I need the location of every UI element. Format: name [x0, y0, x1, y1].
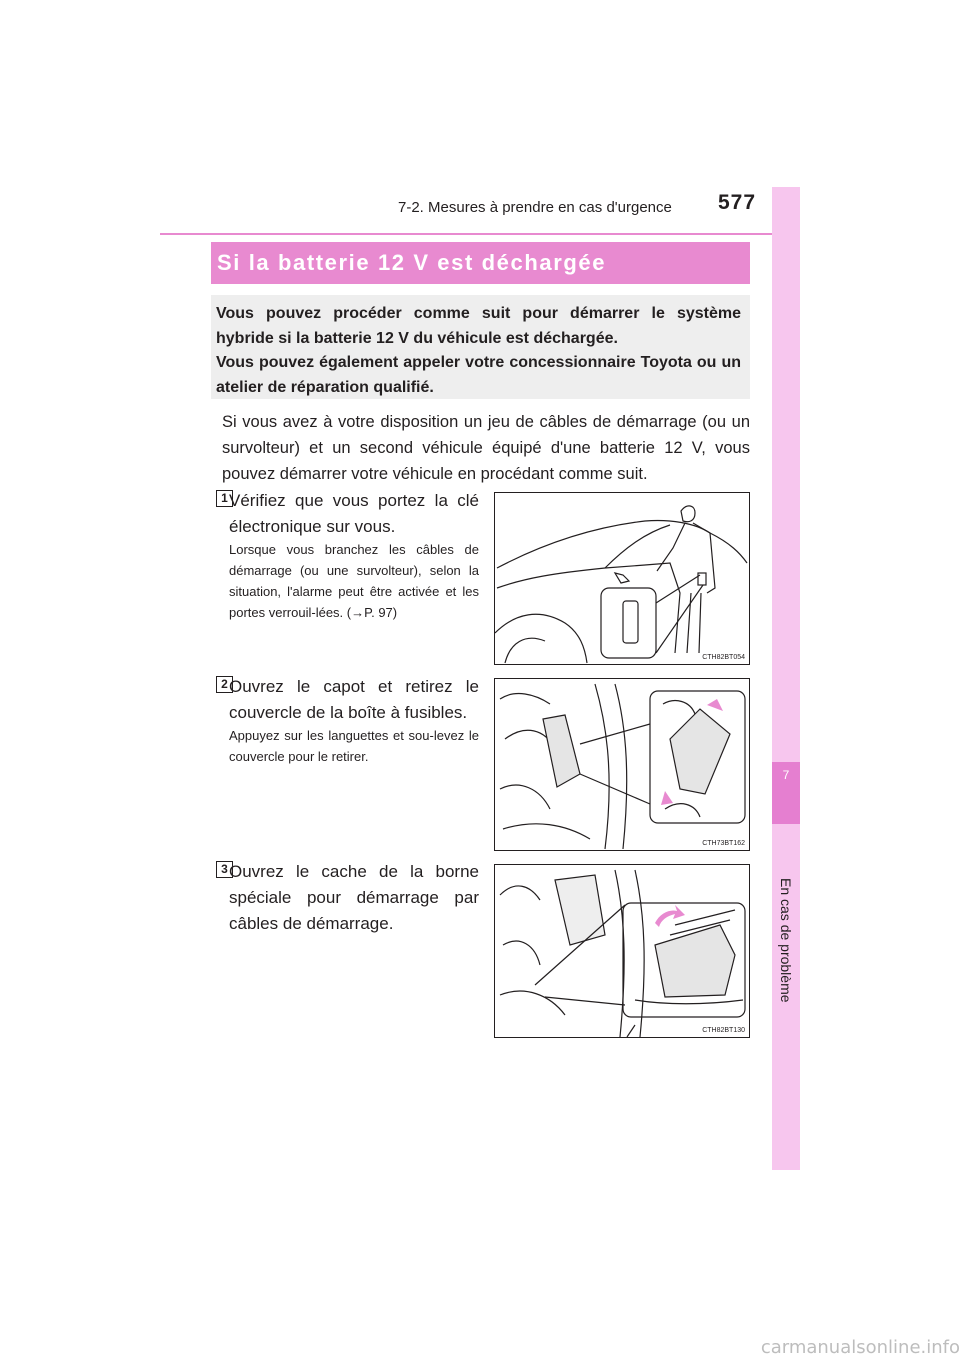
step-number-badge: 3	[216, 861, 233, 878]
figure-electronic-key	[494, 492, 750, 665]
chapter-number-tab	[772, 762, 800, 824]
section-title: Si la batterie 12 V est déchargée	[211, 242, 750, 284]
watermark	[0, 1337, 960, 1358]
intro-box	[211, 295, 750, 399]
page-number: 577	[718, 191, 757, 214]
step-note: Lorsque vous branchez les câbles de démarrage (ou une survolteur), selon la situation, l'alarme peut être activée et les portes verrouil-lées. (→P. 97)	[229, 542, 479, 620]
figure-code: CTH82BT054	[702, 654, 745, 661]
chapter-number: 7	[782, 768, 790, 782]
section-reference: 7-2. Mesures à prendre en cas d'urgence	[398, 199, 672, 216]
step-title: Ouvrez le capot et retirez le couvercle de la boîte à fusibles.	[229, 677, 479, 722]
intro-paragraph: Vous pouvez procéder comme suit pour démarrer le système hybride si la batterie 12 V du véhicule est déchargée.	[216, 305, 741, 347]
car-door-key-illustration	[495, 493, 749, 664]
step-number-badge: 2	[216, 676, 233, 693]
figure-jump-terminal	[494, 864, 750, 1038]
step-title: Vérifiez que vous portez la clé électronique sur vous.	[229, 491, 479, 536]
body-paragraph: Si vous avez à votre disposition un jeu de câbles de démarrage (ou un survolteur) et un second véhicule équipé d'une batterie 12 V, vous pouvez démarrer votre véhicule en procédant comme suit.	[222, 413, 750, 483]
chapter-label: En cas de problème	[778, 877, 794, 1003]
step-note: Appuyez sur les languettes et sou-levez le couvercle pour le retirer.	[229, 728, 479, 764]
watermark-text: carmanualsonline.info	[760, 1337, 960, 1358]
step-number-badge: 1	[216, 490, 233, 507]
figure-code: CTH82BT130	[702, 1027, 745, 1034]
step-title: Ouvrez le cache de la borne spéciale pour démarrage par câbles de démarrage.	[229, 862, 479, 933]
fuse-box-illustration	[495, 679, 749, 850]
figure-fuse-box	[494, 678, 750, 851]
figure-code: CTH73BT162	[702, 840, 745, 847]
intro-paragraph: Vous pouvez également appeler votre concessionnaire Toyota ou un atelier de réparation qualifié.	[216, 354, 741, 396]
jump-terminal-illustration	[495, 865, 749, 1037]
header-divider	[160, 233, 800, 235]
